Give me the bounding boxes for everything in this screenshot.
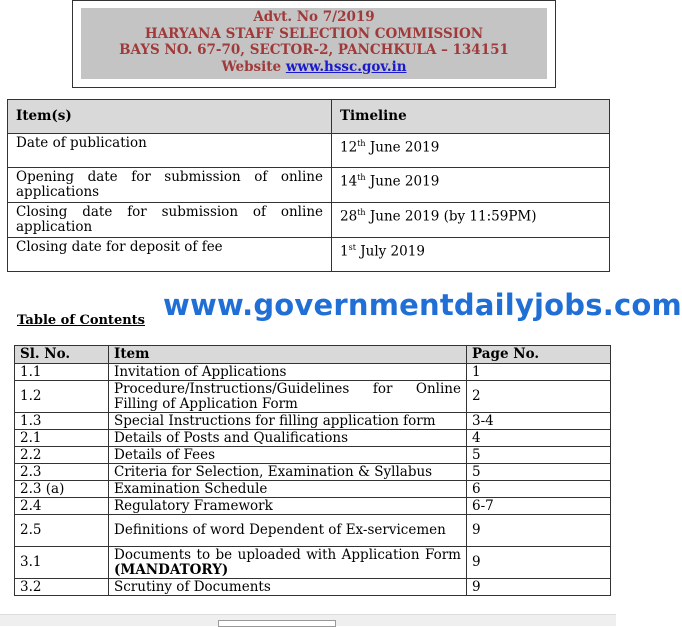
toc-item: Details of Fees [109, 447, 467, 464]
toc-sl: 2.3 (a) [15, 481, 109, 498]
toc-sl: 2.2 [15, 447, 109, 464]
toc-sl: 3.2 [15, 579, 109, 596]
timeline-date: 1st July 2019 [332, 238, 610, 272]
toc-page: 2 [467, 381, 611, 413]
toc-item: Scrutiny of Documents [109, 579, 467, 596]
toc-item: Details of Posts and Qualifications [109, 430, 467, 447]
toc-page: 3-4 [467, 413, 611, 430]
toc-item: Procedure/Instructions/Guidelines for Online Filling of Application Form [109, 381, 467, 413]
website-link[interactable]: www.hssc.gov.in [285, 58, 407, 75]
toc-item: Criteria for Selection, Examination & Syllabus [109, 464, 467, 481]
table-row [15, 579, 611, 596]
table-row [15, 364, 611, 381]
timeline-item: Date of publication [8, 134, 332, 168]
col-header-sl: Sl. No. [15, 346, 109, 364]
toc-page: 6 [467, 481, 611, 498]
toc-item: Regulatory Framework [109, 498, 467, 515]
watermark-text: www.governmentdailyjobs.com [163, 288, 682, 322]
toc-page: 4 [467, 430, 611, 447]
toc-page: 6-7 [467, 498, 611, 515]
table-row [15, 464, 611, 481]
table-row [15, 498, 611, 515]
table-row [8, 168, 610, 203]
toc-sl: 2.3 [15, 464, 109, 481]
table-row [15, 413, 611, 430]
toc-page: 9 [467, 515, 611, 547]
toc-sl: 1.2 [15, 381, 109, 413]
table-row [15, 381, 611, 413]
page-input-box[interactable] [218, 620, 336, 627]
table-row [15, 430, 611, 447]
col-header-items: Item(s) [8, 100, 332, 134]
timeline-header-row [8, 100, 610, 134]
toc-item: Definitions of word Dependent of Ex-servicemen [109, 515, 467, 547]
toc-page: 9 [467, 547, 611, 579]
toc-page: 5 [467, 464, 611, 481]
toc-item: Invitation of Applications [109, 364, 467, 381]
toc-sl: 1.3 [15, 413, 109, 430]
toc-sl: 3.1 [15, 547, 109, 579]
toc-sl: 2.5 [15, 515, 109, 547]
timeline-date: 28th June 2019 (by 11:59PM) [332, 203, 610, 238]
timeline-date: 14th June 2019 [332, 168, 610, 203]
table-row [15, 515, 611, 547]
toc-item: Examination Schedule [109, 481, 467, 498]
toc-sl: 2.1 [15, 430, 109, 447]
table-row [8, 134, 610, 168]
toc-table [14, 345, 611, 596]
website-line [81, 59, 547, 76]
commission-address: BAYS NO. 67-70, SECTOR-2, PANCHKULA – 134151 [119, 42, 509, 58]
table-row [15, 547, 611, 579]
header-box [72, 0, 556, 88]
toc-sl: 2.4 [15, 498, 109, 515]
col-header-timeline: Timeline [332, 100, 610, 134]
toc-page: 5 [467, 447, 611, 464]
toc-page: 9 [467, 579, 611, 596]
table-row [8, 203, 610, 238]
table-row [8, 238, 610, 272]
advt-number: Advt. No 7/2019 [253, 9, 375, 25]
toc-item: Special Instructions for filling application form [109, 413, 467, 430]
table-row [15, 481, 611, 498]
toc-sl: 1.1 [15, 364, 109, 381]
timeline-date: 12th June 2019 [332, 134, 610, 168]
timeline-item: Opening date for submission of online applications [8, 168, 332, 203]
toc-item: Documents to be uploaded with Application Form (MANDATORY) [109, 547, 467, 579]
timeline-item: Closing date for submission of online application [8, 203, 332, 238]
website-label: Website [221, 58, 282, 75]
toc-heading: Table of Contents [17, 313, 145, 328]
toc-header-row [15, 346, 611, 364]
commission-name: HARYANA STAFF SELECTION COMMISSION [144, 25, 484, 42]
timeline-table [7, 99, 610, 272]
toc-page: 1 [467, 364, 611, 381]
table-row [15, 447, 611, 464]
col-header-item: Item [109, 346, 467, 364]
timeline-item: Closing date for deposit of fee [8, 238, 332, 272]
header-banner [81, 8, 547, 79]
col-header-page: Page No. [467, 346, 611, 364]
